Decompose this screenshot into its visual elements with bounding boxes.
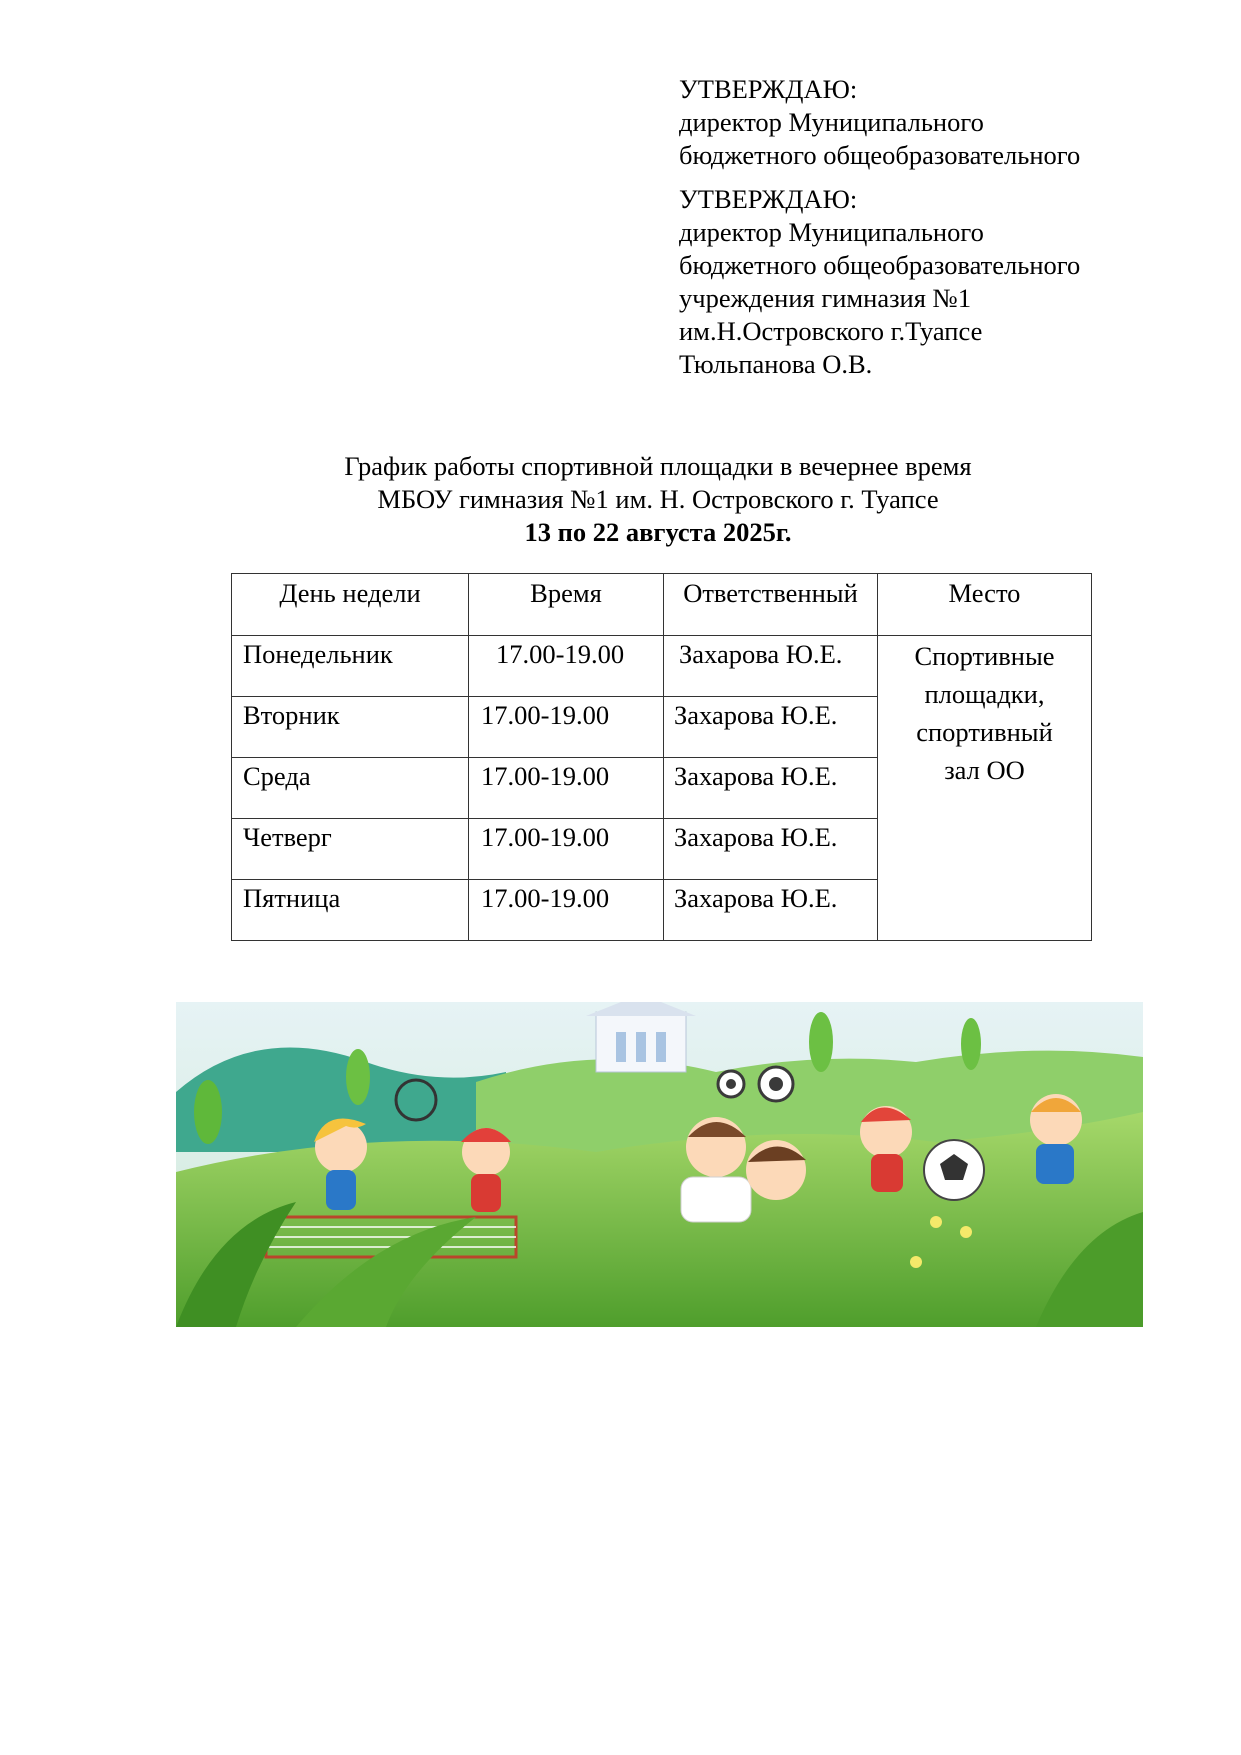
approval-block — [679, 183, 1159, 381]
header-time: Время — [469, 574, 664, 636]
table-header-row — [232, 574, 1092, 636]
kids-sports-illustration-icon — [176, 1002, 1143, 1327]
place-line: спортивный — [916, 717, 1053, 747]
cell-time: 17.00-19.00 — [469, 697, 664, 758]
document-title — [0, 450, 1241, 549]
approval-block-draft — [679, 73, 1159, 172]
place-line: Спортивные — [914, 641, 1055, 671]
cell-time: 17.00-19.00 — [469, 758, 664, 819]
approval-heading: УТВЕРЖДАЮ: — [679, 74, 858, 104]
approval-line: бюджетного общеобразовательного — [679, 250, 1081, 280]
cell-day: Понедельник — [232, 636, 469, 697]
approval-line: директор Муниципального — [679, 107, 984, 137]
cell-responsible: Захарова Ю.Е. — [664, 636, 878, 697]
approval-signatory: Тюльпанова О.В. — [679, 349, 873, 379]
cell-time: 17.00-19.00 — [469, 636, 664, 697]
approval-line: учреждения гимназия №1 — [679, 283, 972, 313]
approval-heading: УТВЕРЖДАЮ: — [679, 184, 858, 214]
header-day: День недели — [232, 574, 469, 636]
cell-day: Среда — [232, 758, 469, 819]
header-responsible: Ответственный — [664, 574, 878, 636]
cell-responsible: Захарова Ю.Е. — [664, 697, 878, 758]
cell-day: Вторник — [232, 697, 469, 758]
title-line-2: МБОУ гимназия №1 им. Н. Островского г. Туапсе — [377, 484, 939, 514]
cell-responsible: Захарова Ю.Е. — [664, 758, 878, 819]
place-line: площадки, — [924, 679, 1045, 709]
cell-time: 17.00-19.00 — [469, 819, 664, 880]
cell-place — [878, 636, 1092, 941]
approval-line: им.Н.Островского г.Туапсе — [679, 316, 983, 346]
title-dates: 13 по 22 августа 2025г. — [524, 517, 792, 547]
cell-responsible: Захарова Ю.Е. — [664, 819, 878, 880]
title-line-1: График работы спортивной площадки в вечернее время — [344, 451, 972, 481]
cell-responsible: Захарова Ю.Е. — [664, 880, 878, 941]
approval-line: бюджетного общеобразовательного — [679, 140, 1081, 170]
place-line: зал ОО — [944, 755, 1025, 785]
cell-day: Пятница — [232, 880, 469, 941]
approval-line: директор Муниципального — [679, 217, 984, 247]
cell-day: Четверг — [232, 819, 469, 880]
cell-time: 17.00-19.00 — [469, 880, 664, 941]
schedule-table — [231, 573, 1092, 941]
header-place: Место — [878, 574, 1092, 636]
table-row — [232, 636, 1092, 697]
